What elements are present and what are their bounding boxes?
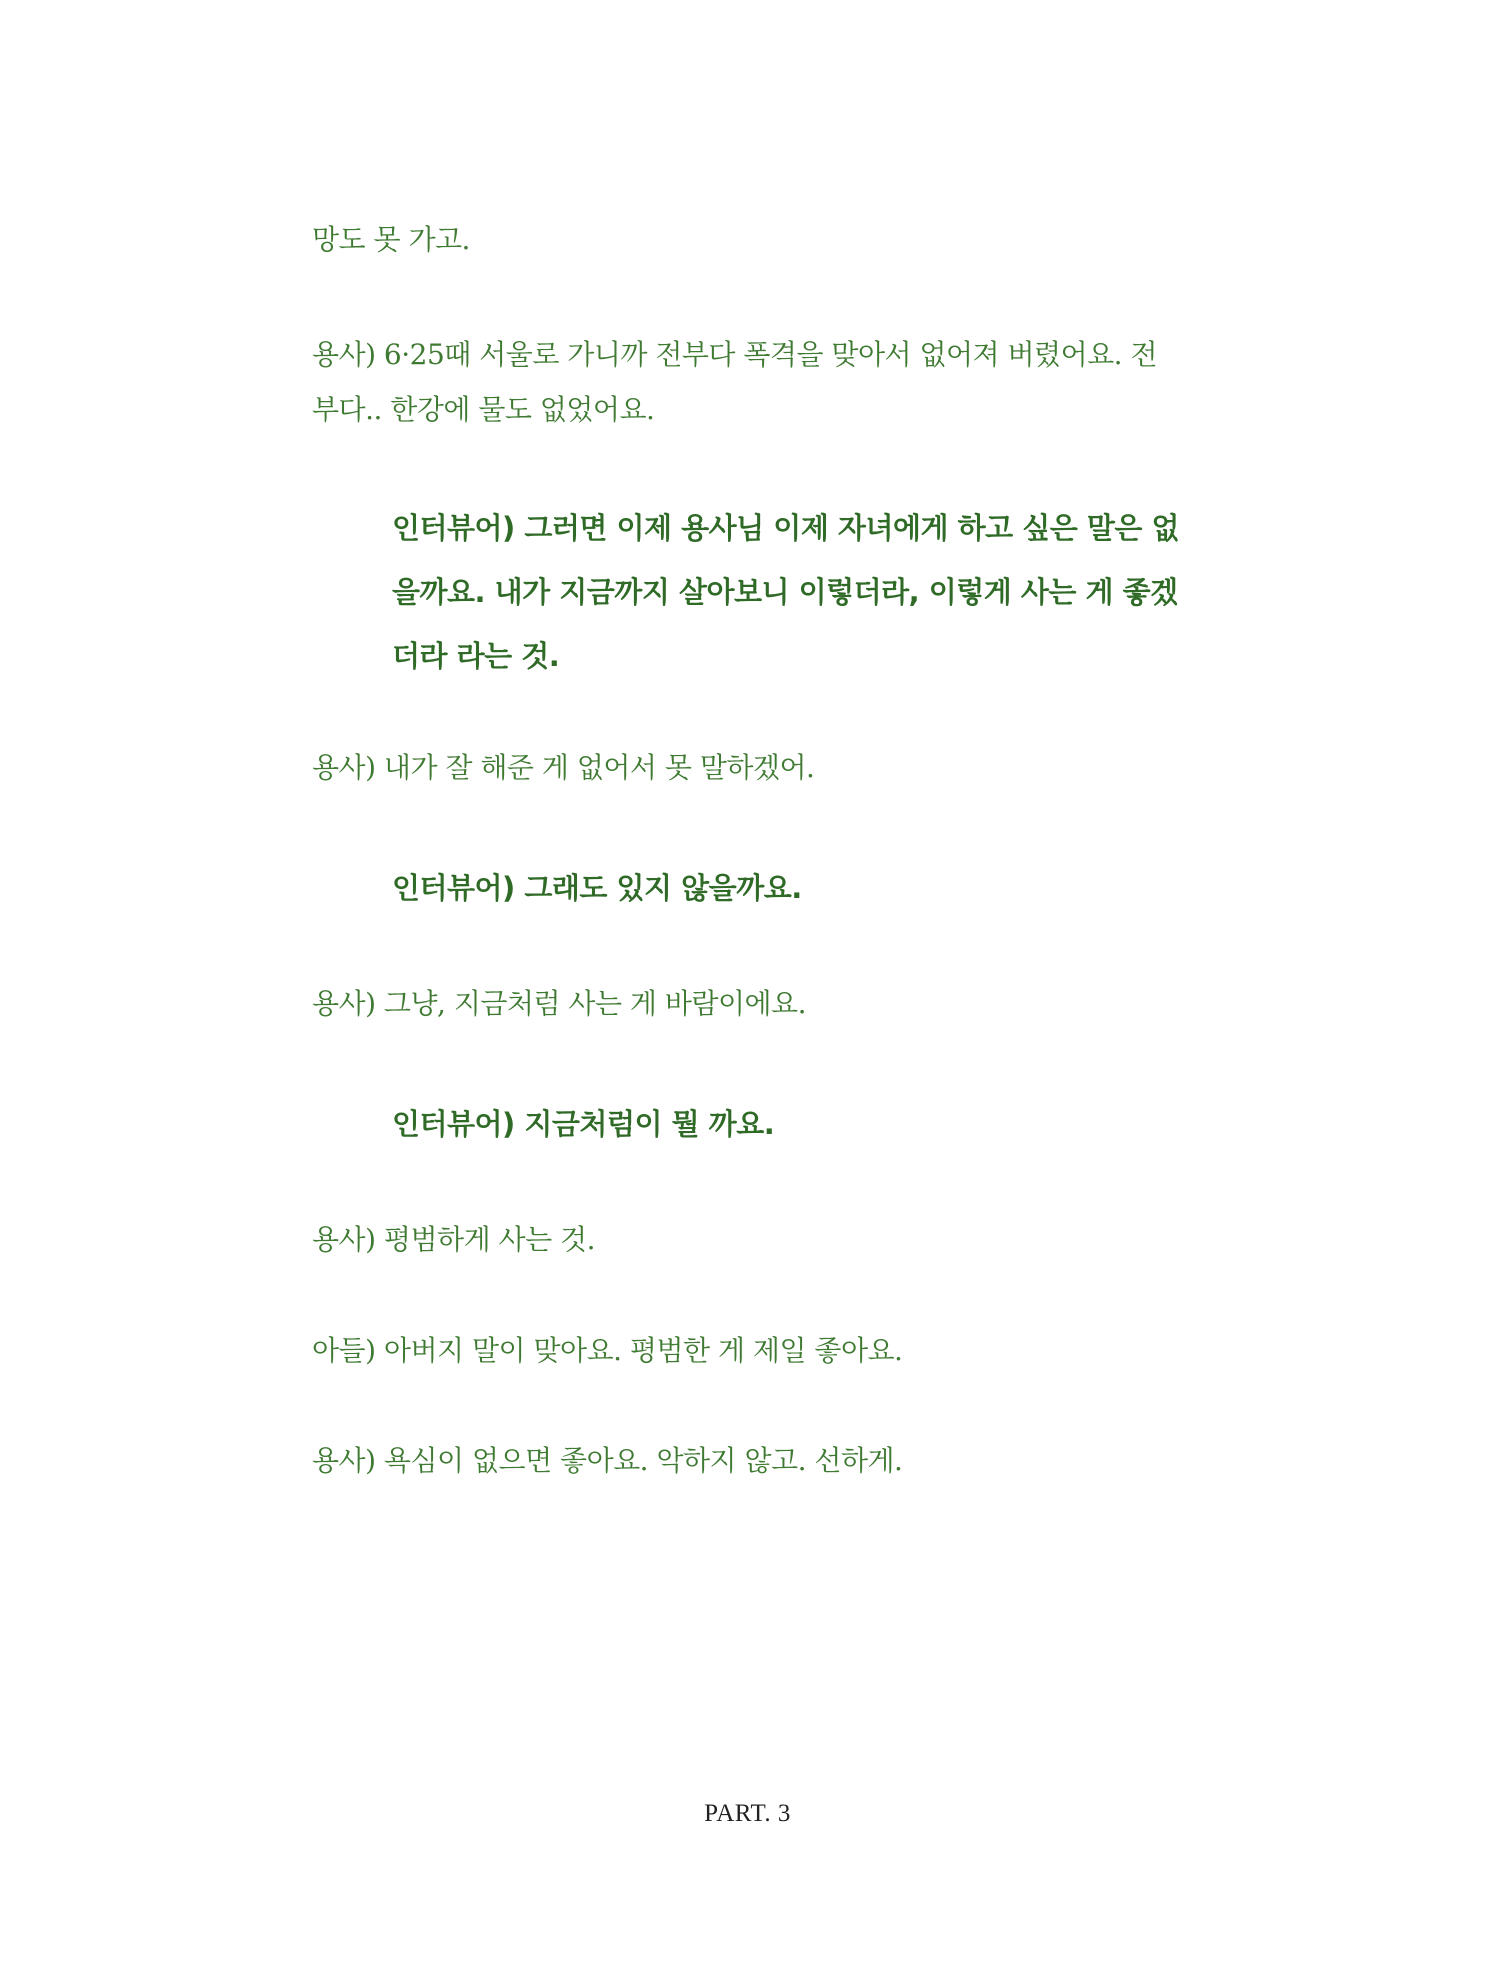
speaker-label: 인터뷰어) — [392, 871, 515, 905]
paragraph-answer — [312, 740, 1174, 795]
paragraph-text: 그러면 이제 용사님 이제 자녀에게 하고 싶은 말은 없을까요. 내가 지금까지 살아보니 이렇더라, 이렇게 사는 게 좋겠더라 라는 것. — [392, 511, 1179, 673]
paragraph-text: 욕심이 없으면 좋아요. 악하지 않고. 선하게. — [375, 1444, 903, 1477]
paragraph-text: 내가 잘 해준 게 없어서 못 말하겠어. — [375, 751, 815, 784]
speaker-label: 인터뷰어) — [392, 511, 515, 545]
paragraph-text: 6·25때 서울로 가니까 전부다 폭격을 맞아서 없어져 버렸어요. 전부다.. 한강에 물도 없었어요. — [312, 338, 1158, 426]
speaker-label: 아들) — [312, 1334, 376, 1367]
paragraph-answer — [312, 1212, 1174, 1267]
paragraph-question — [392, 496, 1182, 688]
paragraph-question — [392, 1092, 1182, 1156]
paragraph-question — [392, 856, 1182, 920]
speaker-label: 용사) — [312, 987, 376, 1020]
paragraph-text: 아버지 말이 맞아요. 평범한 게 제일 좋아요. — [375, 1334, 903, 1367]
speaker-label: 인터뷰어) — [392, 1107, 515, 1141]
paragraph-text: 그냥, 지금처럼 사는 게 바람이에요. — [375, 987, 807, 1020]
paragraph-text: 평범하게 사는 것. — [375, 1223, 595, 1256]
speaker-label: 용사) — [312, 751, 376, 784]
paragraph-continuation — [312, 212, 1174, 267]
speaker-label: 용사) — [312, 1444, 376, 1477]
paragraph-answer — [312, 1323, 1174, 1378]
paragraph-answer — [312, 976, 1174, 1031]
paragraph-answer — [312, 1433, 1174, 1488]
speaker-label: 용사) — [312, 1223, 376, 1256]
paragraph-answer — [312, 327, 1174, 437]
paragraph-text: 그래도 있지 않을까요. — [514, 871, 802, 905]
speaker-label: 용사) — [312, 338, 376, 371]
page-footer-label: PART. 3 — [704, 1800, 791, 1827]
paragraph-text: 지금처럼이 뭘 까요. — [514, 1107, 775, 1141]
paragraph-text: 망도 못 가고. — [312, 223, 470, 256]
